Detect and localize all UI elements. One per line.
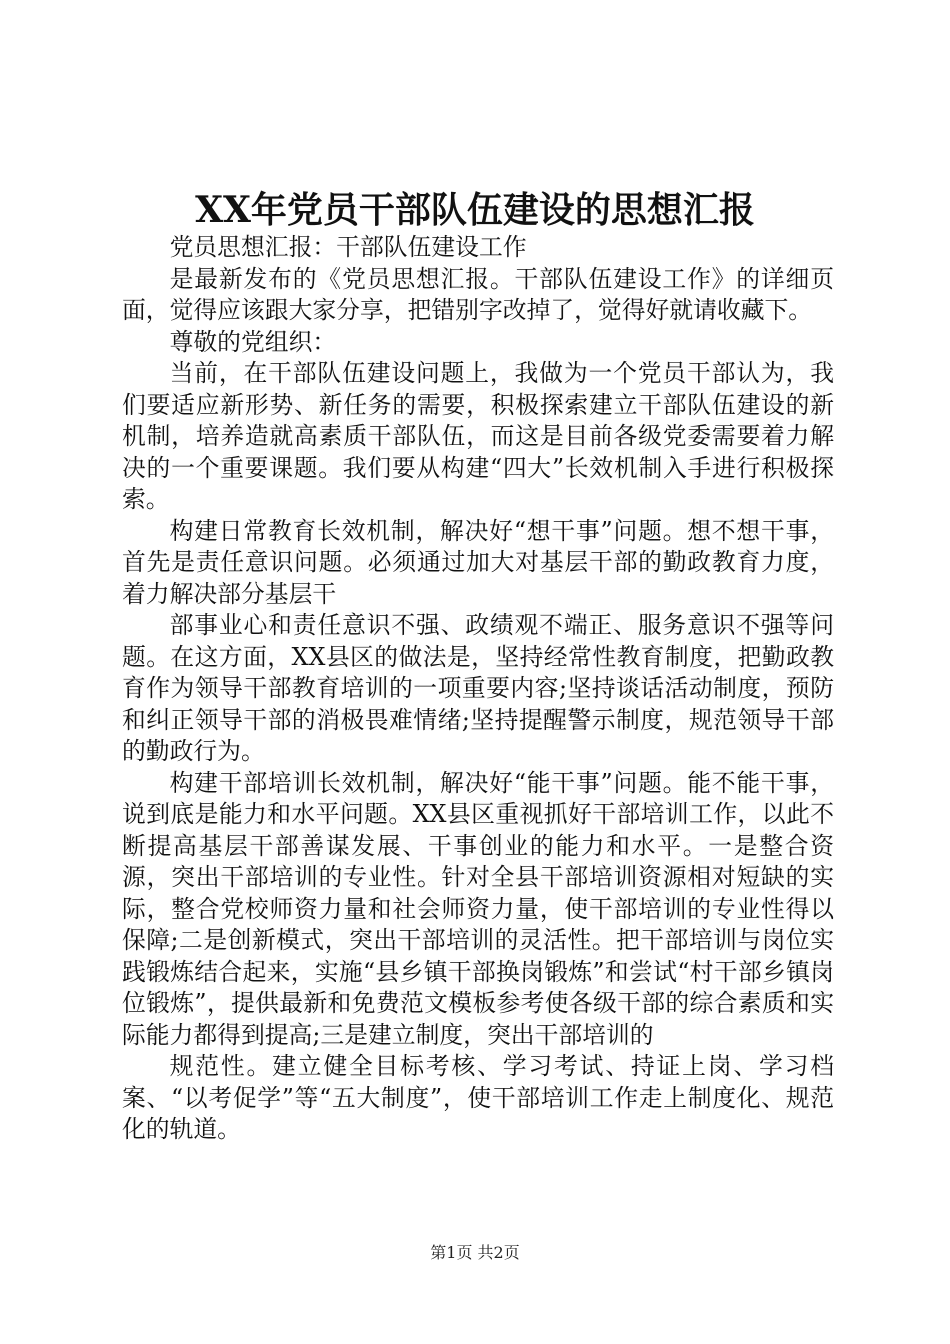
paragraph: 构建日常教育长效机制，解决好“想干事”问题。想不想干事，首先是责任意识问题。必须通过加大对基层干部的勤政教育力度，着力解决部分基层干 [122, 516, 834, 608]
paragraph: 部事业心和责任意识不强、政绩观不端正、服务意识不强等问题。在这方面，XX县区的做法是，坚持经常性教育制度，把勤政教育作为领导干部教育培训的一项重要内容;坚持谈话活动制度，预防和纠正领导干部的消极畏难情绪;坚持提醒警示制度，规范领导干部的勤政行为。 [122, 611, 834, 765]
document-body [122, 232, 834, 1146]
paragraph: 构建干部培训长效机制，解决好“能干事”问题。能不能干事，说到底是能力和水平问题。XX县区重视抓好干部培训工作，以此不断提高基层干部善谋发展、干事创业的能力和水平。一是整合资源，突出干部培训的专业性。针对全县干部培训资源相对短缺的实际，整合党校师资力量和社会师资力量，使干部培训的专业性得以保障;二是创新模式，突出干部培训的灵活性。把干部培训与岗位实践锻炼结合起来，实施“县乡镇干部换岗锻炼”和尝试“村干部乡镇岗位锻炼”，提供最新和免费范文模板参考使各级干部的综合素质和实际能力都得到提高;三是建立制度，突出干部培训的 [122, 768, 834, 1049]
page-number-footer: 第1页 共2页 [430, 1243, 520, 1262]
paragraph: 当前，在干部队伍建设问题上，我做为一个党员干部认为，我们要适应新形势、新任务的需要，积极探索建立干部队伍建设的新机制，培养造就高素质干部队伍，而这是目前各级党委需要着力解决的一个重要课题。我们要从构建“四大”长效机制入手进行积极探索。 [122, 359, 834, 513]
paragraph: 规范性。建立健全目标考核、学习考试、持证上岗、学习档案、“以考促学”等“五大制度”，使干部培训工作走上制度化、规范化的轨道。 [122, 1052, 834, 1143]
paragraph: 尊敬的党组织： [169, 327, 337, 356]
paragraph: 是最新发布的《党员思想汇报。干部队伍建设工作》的详细页面，觉得应该跟大家分享，把错别字改掉了，觉得好就请收藏下。 [122, 264, 834, 324]
document-title: XX年党员干部队伍建设的思想汇报 [195, 189, 755, 231]
paragraph: 党员思想汇报：干部队伍建设工作 [169, 233, 527, 261]
